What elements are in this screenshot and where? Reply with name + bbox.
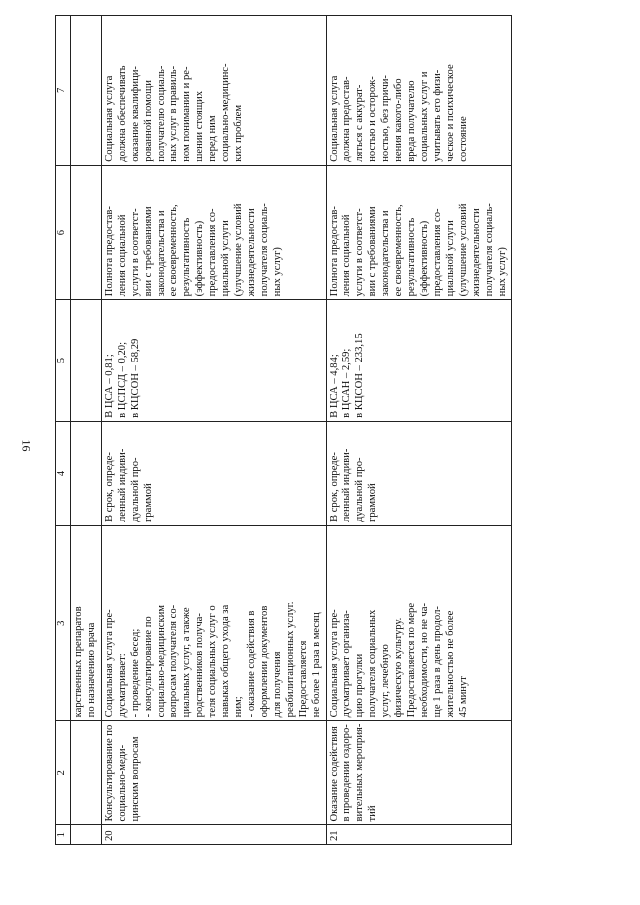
header-cell: 3 [56,526,71,721]
cell-line: В ЦСА – 4,84; [328,354,340,418]
cell-line: услуги в соответст- [354,208,366,297]
cell-line: оформлении документов [258,605,270,718]
cell-line: дуальной про- [129,457,141,522]
services-table-sheet [55,15,615,845]
cell-line: жительностью не более [444,610,456,718]
cell-line: социальных услуг и [418,71,430,162]
cell-line: ее своевременность, [393,204,405,297]
cell-line: в проведении оздоро- [341,724,353,822]
cell-line: Социальная услуга [103,75,115,162]
cell-line: цинским вопросам [129,736,141,822]
service-description [101,526,326,721]
cell-line: (эффективность) [194,220,206,297]
cell-line: в ЦСПСД – 0,20; [116,341,128,418]
cell-line: перед ним [207,115,219,162]
cell-line: в КЦСОН – 233,15 [354,333,366,418]
cell-line: ще 1 раза в день продол- [431,606,443,718]
cell-line: необходимости, но не ча- [418,602,430,718]
cell-line: ческое и психическое [444,64,456,162]
cell-line: граммой [367,483,379,522]
service-quality [101,165,326,300]
cell-line: вии с требованиями [367,206,379,297]
services-table [55,15,512,845]
cell-line: Социальная услуга пре- [103,609,115,718]
cell-line: цию прогулки [354,653,366,718]
cell-line: дусматривает: [116,653,128,718]
service-tariff [326,300,512,422]
service-term [326,421,512,525]
table-row [326,16,512,845]
header-row [56,16,71,845]
cell-line: получателя социаль- [483,203,495,297]
cell-line: не более 1 раза в месяц [310,612,322,718]
cell-line: навыках общего ухода за [220,604,232,718]
cell-line: ляться с аккурат- [354,84,366,162]
cell-line: ним; [233,696,245,718]
cell-line: родственников получа- [194,613,206,718]
cell-line: (эффективность) [418,220,430,297]
cell-line: ее своевременность, [168,204,180,297]
cell-line: (улучшение условий [233,203,245,297]
cell-line: ных услуг) [271,247,283,297]
cell-line: предоставления со- [207,208,219,297]
cell-line: услуги в соответст- [129,208,141,297]
cell-line: услуг, лечебную [380,644,392,718]
cell-line: вии с требованиями [142,206,154,297]
row-number: 21 [326,825,512,845]
cell-line: Социальная услуга пре- [328,609,340,718]
cell-line: - консультирование по [142,616,154,718]
cell-line: Полнота предостав- [328,206,340,297]
cell-line: Консультирование по [103,724,115,822]
service-conditions [326,16,512,166]
cell-line: Полнота предостав- [103,206,115,297]
service-name [326,721,512,825]
cell-line: ленный индиви- [341,448,353,522]
header-cell: 4 [56,421,71,525]
cell-line: должна предостав- [341,76,353,162]
cell-line: Предоставляется по мере [406,602,418,718]
cell-line: в ЦСАН – 2,59; [341,348,353,418]
cell-line: состояние [457,116,469,162]
cell-line: в КЦСОН – 58,29 [129,338,141,418]
header-cell: 2 [56,721,71,825]
cell-line: ленный индиви- [116,448,128,522]
cell-line: нения какого-либо [393,78,405,162]
cell-line: получателя социаль- [258,203,270,297]
cell-line: ностью и осторож- [367,76,379,162]
cell-line: граммой [142,483,154,522]
cell-line: Оказание содействия [328,726,340,822]
cell-line: вительных мероприя- [354,723,366,822]
cell-line: социально-медицинс- [220,63,232,162]
cell-line: законодательства и [380,210,392,297]
cell-line: жизнедеятельности [245,208,257,297]
cell-line: ных услуг) [496,247,508,297]
cell-line: вреда получателю [406,80,418,162]
cell-line: ления социальной [116,214,128,297]
rotated-page [55,15,615,845]
cell-line: законодательства и [155,210,167,297]
cell-line: дуальной про- [354,457,366,522]
service-description [326,526,512,721]
cell-line: циальных услуг, а также [181,607,193,718]
table-row [101,16,326,845]
cell-line: для получения [271,651,283,718]
cell-line: циальной услуги [220,220,232,297]
header-cell: 6 [56,165,71,300]
cell-line: по назначению врача [85,622,97,718]
cell-line: результативность [406,217,418,297]
cell-line: предоставления со- [431,208,443,297]
cell-line: Предоставляется [297,640,309,718]
cell-line: физическую культуру. [393,617,405,718]
cell-line: ких проблем [233,104,245,162]
service-quality [326,165,512,300]
cell-line: ном понимании и ре- [181,66,193,162]
page-number: 16 [19,439,34,452]
cell-line: жизнедеятельности [470,208,482,297]
cell-line: 45 минут [457,676,469,718]
header-cell: 5 [56,300,71,422]
service-tariff [101,300,326,422]
cell-line: получателя социальных [367,609,379,718]
cell-line: В срок, опреде- [328,452,340,522]
cell-line: учитывать его физи- [431,69,443,162]
cell-line: В ЦСА – 0,81; [103,354,115,418]
cell-line: Социальная услуга [328,75,340,162]
cell-line: В срок, опреде- [103,452,115,522]
row-number: 20 [101,825,326,845]
continuation-row [71,16,102,845]
cell-line: реабилитационных услуг. [284,601,296,718]
service-conditions [101,16,326,166]
cell-line: дусматривает организа- [341,610,353,718]
continuation-text [71,526,102,721]
cell-line: шении стоящих [194,90,206,162]
cell-line: теля социальных услуг о [207,605,219,718]
cell-line: рованной помощи [142,80,154,162]
cell-line: - оказание содействия в [245,610,257,718]
cell-line: тий [367,805,379,822]
cell-line: ления социальной [341,214,353,297]
cell-line: циальной услуги [444,220,456,297]
cell-line: получателю социаль- [155,65,167,162]
cell-line: должна обеспечивать [116,65,128,162]
cell-line: социально-меди- [116,744,128,822]
header-cell: 7 [56,16,71,166]
cell-line: - проведение бесед; [129,628,141,718]
service-term [101,421,326,525]
cell-line: социально-медицинским [155,605,167,718]
cell-line: карственных препаратов [73,606,84,718]
cell-line: оказание квалифици- [129,66,141,162]
cell-line: ных услуг в правиль- [168,65,180,162]
header-cell: 1 [56,825,71,845]
service-name [101,721,326,825]
cell-line: ностью, без причи- [380,75,392,162]
cell-line: вопросам получателя со- [168,604,180,718]
cell-line: (улучшение условий [457,203,469,297]
cell-line: результативность [181,217,193,297]
